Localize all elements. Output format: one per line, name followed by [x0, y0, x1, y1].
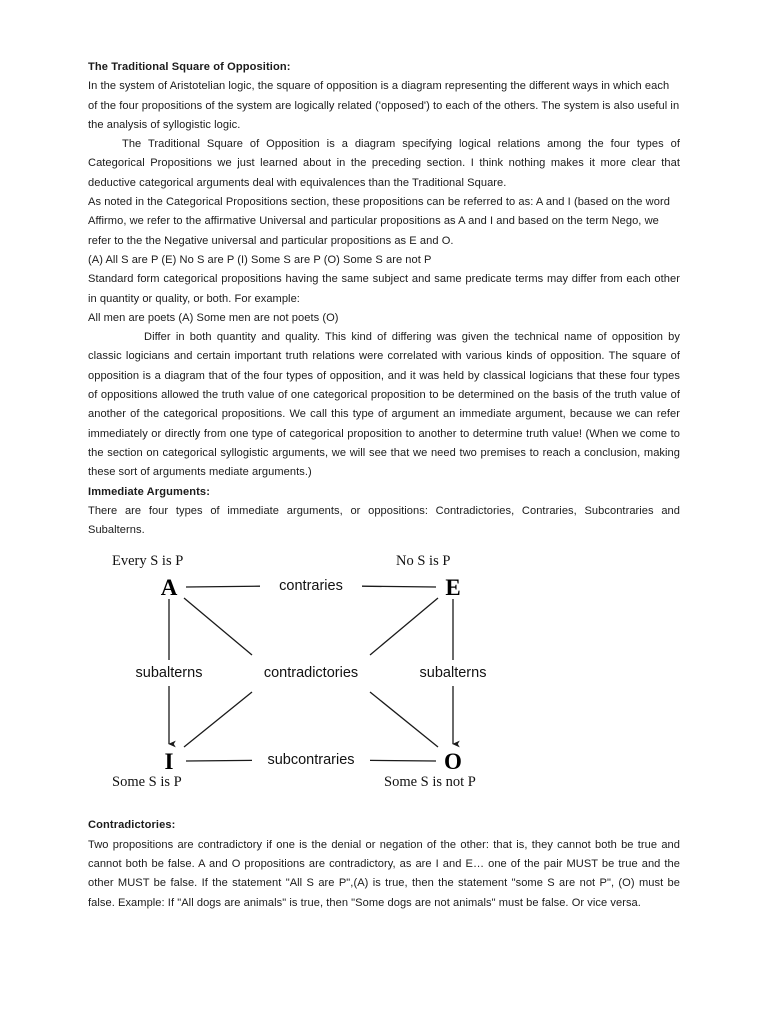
corner-letter-a: A — [158, 576, 181, 599]
relation-label-contradictories: contradictories — [258, 666, 364, 681]
heading-contradictories: Contradictories: — [88, 819, 176, 832]
corner-letter-o: O — [441, 750, 465, 773]
relation-label-contraries: contraries — [273, 579, 349, 594]
corner-letter-e: E — [442, 576, 463, 599]
paragraph-four-forms: (A) All S are P (E) No S are P (I) Some S are P (O) Some S are not P — [88, 253, 432, 266]
relation-label-subalterns-left: subalterns — [130, 666, 209, 681]
paragraph-standard-form: Standard form categorical propositions having the same subject and same predicate terms may differ from each other in quantity or quality, or both. For example: — [88, 273, 680, 305]
diagram-bottom-spacer — [88, 802, 680, 816]
document-body — [88, 58, 680, 913]
paragraph-example-poets: All men are poets (A) Some men are not poets (O) — [88, 311, 339, 324]
heading-immediate-arguments: Immediate Arguments: — [88, 485, 211, 498]
corner-letter-i: I — [162, 750, 177, 773]
corner-text-e: No S is P — [396, 553, 451, 570]
relation-label-subcontraries: subcontraries — [261, 753, 360, 768]
paragraph-opposition-detail: Differ in both quantity and quality. This kind of differing was given the technical name of opposition by classic logicians and certain important truth relations were correlated with various kinds of opposition. The square of opposition is a diagram that of the four types of opposition, and it was held by classical logicians that these four types of oppositions allowed the truth value of one categorical proposition to be determined on the basis of the truth value of another of the categorical propositions. We call this type of argument an immediate argument, because we can refer immediately or directly from one type of categorical proposition to another to determine truth value! (When we come to the section on categorical syllogistic arguments, we will see that we need two premises to reach a conclusion, making these sort of arguments mediate arguments.) — [88, 331, 680, 479]
paragraph-contradictories: Two propositions are contradictory if one is the denial or negation of the other: that is, they cannot both be true and cannot both be false. A and O propositions are contradictory, as are I and E… one of the pair MUST be true and the other MUST be false. If the statement "All S are P",(A) is true, then the statement "some S are not P", (O) must be false. Example: If "All dogs are animals" is true, then "Some dogs are not animals" must be false. Or vice versa. — [88, 838, 680, 909]
page-title: The Traditional Square of Opposition: — [88, 61, 291, 73]
corner-text-o: Some S is not P — [384, 774, 476, 791]
paragraph-immediate-arguments: There are four types of immediate arguments, or oppositions: Contradictories, Contraries, Subcontraries and Subalterns. — [88, 504, 680, 537]
paragraph-intro: In the system of Aristotelian logic, the square of opposition is a diagram representing the different ways in which each of the four propositions of the system are logically related ('opposed') to each of the others. The system is also useful in the analysis of syllogistic logic. — [88, 80, 680, 131]
corner-text-i: Some S is P — [112, 774, 182, 791]
relation-label-subalterns-right: subalterns — [414, 666, 493, 681]
corner-text-a: Every S is P — [112, 553, 184, 570]
paragraph-affirmo-nego: As noted in the Categorical Propositions section, these propositions can be referred to as: A and I (based on the word Affirmo, we refer to the affirmative Universal and particular propositions as A and I and based on the term Nego, we refer to the the Negative universal and particular propositions as E and O. — [88, 196, 670, 247]
paragraph-traditional-square: The Traditional Square of Opposition is a diagram specifying logical relations among the four types of Categorical Propositions we just learned about in the preceding section. I think nothing makes it more clear that deductive categorical arguments deal with equivalences than the Traditional Square. — [88, 138, 680, 189]
square-of-opposition-diagram — [112, 552, 532, 802]
